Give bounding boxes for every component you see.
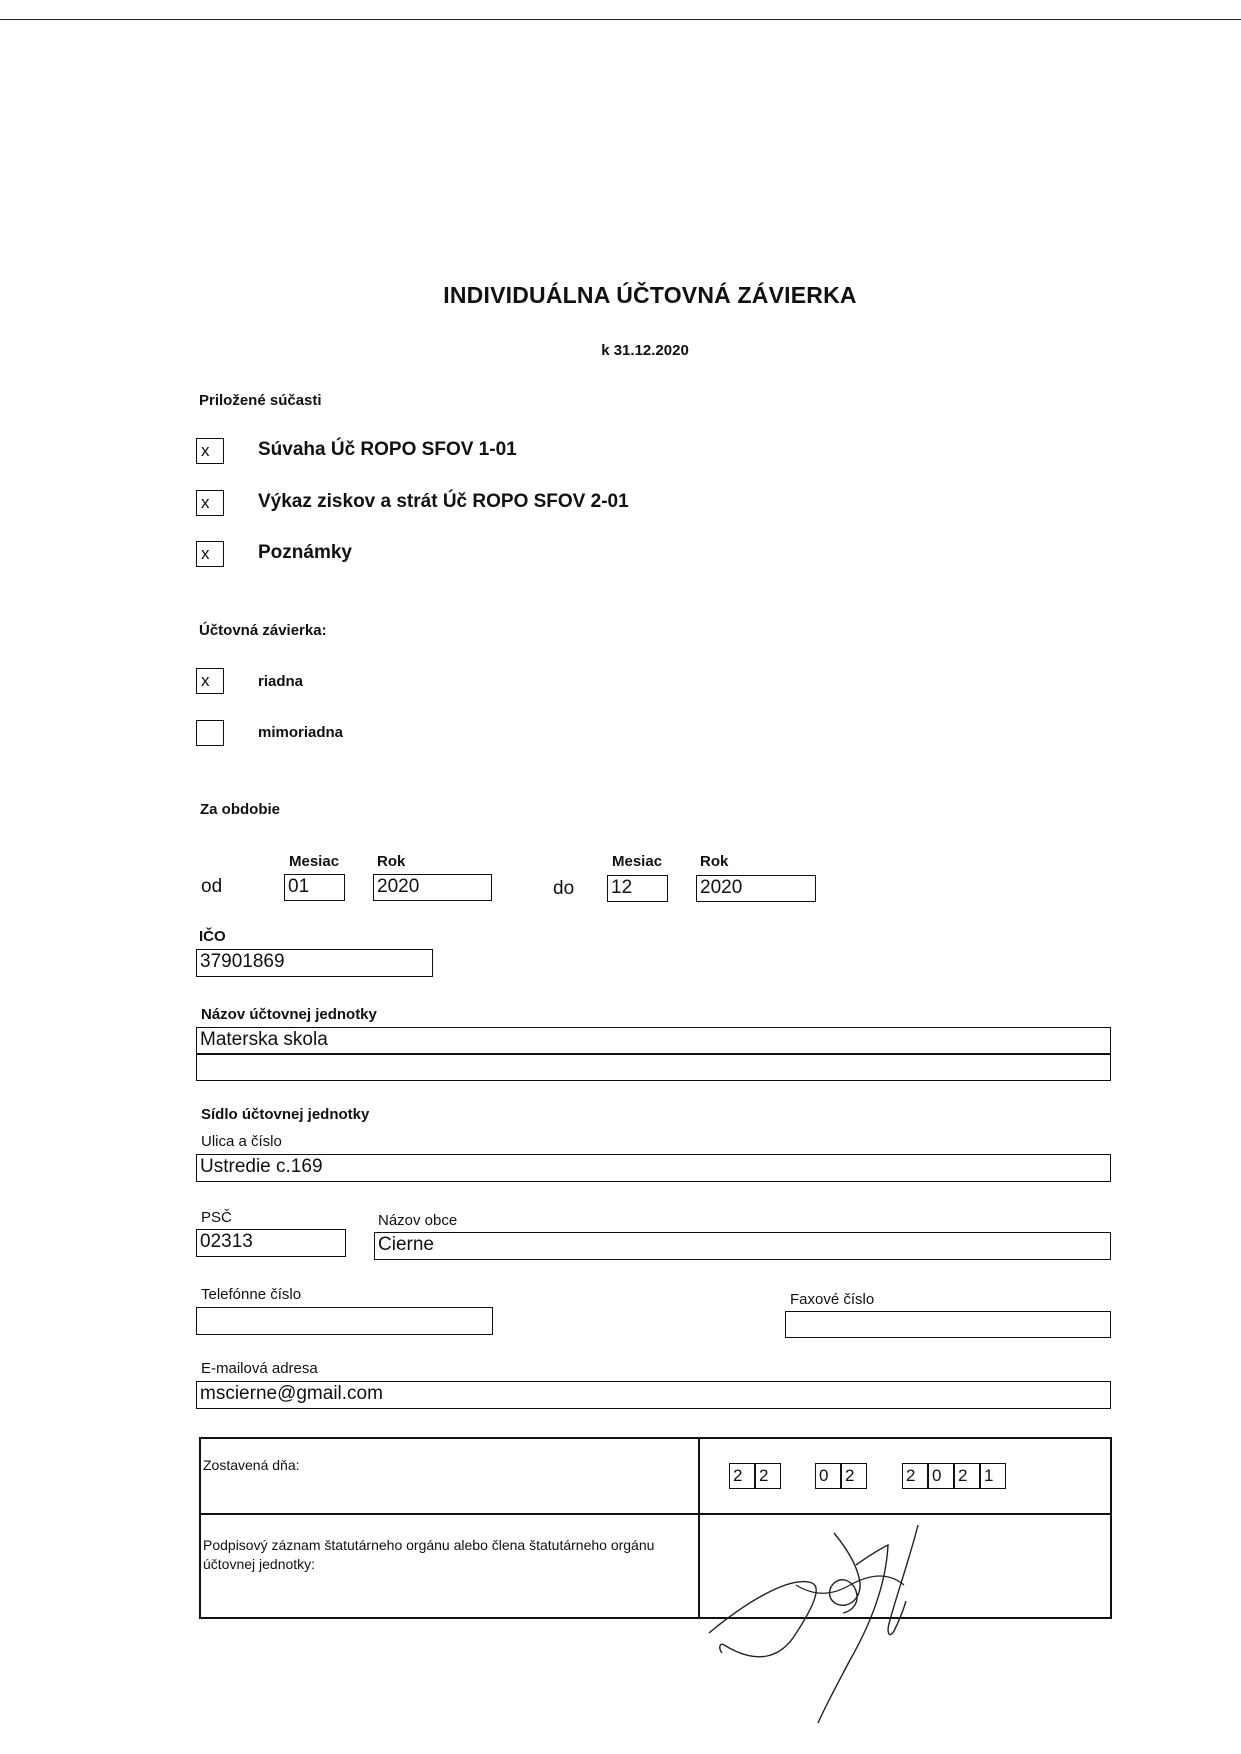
ico-field[interactable]: 37901869 — [196, 949, 433, 977]
table-left-border — [199, 1437, 201, 1619]
entity-name-line2[interactable] — [196, 1053, 1111, 1081]
ico-label: IČO — [199, 928, 226, 945]
to-month-field[interactable]: 12 — [607, 875, 668, 902]
compiled-year-digit-3[interactable]: 2 — [954, 1463, 980, 1489]
handwritten-signature — [700, 1515, 1100, 1740]
closing-type-heading: Účtovná závierka: — [199, 622, 327, 639]
from-year-field[interactable]: 2020 — [373, 874, 492, 901]
from-month-field[interactable]: 01 — [284, 874, 345, 901]
checkbox-suvaha-label: Súvaha Úč ROPO SFOV 1-01 — [258, 439, 517, 460]
to-label: do — [553, 878, 575, 899]
fax-field[interactable] — [785, 1311, 1111, 1338]
from-month-label: Mesiac — [289, 853, 340, 870]
compiled-day-digit-1[interactable]: 2 — [729, 1463, 755, 1489]
compiled-year-digit-4[interactable]: 1 — [980, 1463, 1006, 1489]
compiled-day-digit-2[interactable]: 2 — [755, 1463, 781, 1489]
compiled-month-digit-2[interactable]: 2 — [841, 1463, 867, 1489]
compiled-year-digit-2[interactable]: 0 — [928, 1463, 954, 1489]
phone-field[interactable] — [196, 1307, 493, 1335]
checkbox-riadna[interactable]: x — [196, 668, 224, 694]
entity-name-line1[interactable]: Materska skola — [196, 1027, 1111, 1055]
checkbox-riadna-label: riadna — [258, 673, 304, 690]
psc-label: PSČ — [201, 1209, 232, 1226]
table-top-border — [199, 1437, 1112, 1439]
phone-label: Telefónne číslo — [201, 1286, 302, 1303]
checkbox-mimoriadna[interactable] — [196, 720, 224, 746]
email-label: E-mailová adresa — [201, 1360, 318, 1377]
compiled-date-label: Zostavená dňa: — [203, 1457, 300, 1473]
period-heading: Za obdobie — [200, 801, 280, 818]
psc-field[interactable]: 02313 — [196, 1229, 346, 1257]
address-heading: Sídlo účtovnej jednotky — [201, 1106, 370, 1123]
street-label: Ulica a číslo — [201, 1133, 282, 1150]
street-field[interactable]: Ustredie c.169 — [196, 1154, 1111, 1182]
compiled-year-digit-1[interactable]: 2 — [902, 1463, 928, 1489]
to-month-label: Mesiac — [612, 853, 663, 870]
city-field[interactable]: Cierne — [374, 1232, 1111, 1260]
email-field[interactable]: mscierne@gmail.com — [196, 1381, 1111, 1409]
checkbox-vykaz-label: Výkaz ziskov a strát Úč ROPO SFOV 2-01 — [258, 491, 629, 512]
fax-label: Faxové číslo — [790, 1291, 875, 1308]
checkbox-vykaz[interactable]: x — [196, 490, 224, 516]
checkbox-mimoriadna-label: mimoriadna — [258, 724, 344, 741]
page-top-border — [0, 19, 1241, 20]
checkbox-suvaha[interactable]: x — [196, 438, 224, 464]
entity-name-label: Názov účtovnej jednotky — [201, 1006, 377, 1023]
to-year-field[interactable]: 2020 — [696, 875, 816, 902]
attached-parts-heading: Priložené súčasti — [199, 392, 322, 409]
from-year-label: Rok — [377, 853, 406, 870]
table-right-border — [1110, 1437, 1112, 1619]
to-year-label: Rok — [700, 853, 729, 870]
document-title: INDIVIDUÁLNA ÚČTOVNÁ ZÁVIERKA — [443, 282, 857, 308]
city-label: Názov obce — [378, 1212, 458, 1229]
closing-date: k 31.12.2020 — [601, 342, 689, 359]
checkbox-poznamky[interactable]: x — [196, 541, 224, 567]
signature-label: Podpisový záznam štatutárneho orgánu alebo člena štatutárneho orgánu účtovnej jednotky: — [203, 1537, 655, 1572]
checkbox-poznamky-label: Poznámky — [258, 542, 352, 563]
compiled-month-digit-1[interactable]: 0 — [815, 1463, 841, 1489]
from-label: od — [201, 876, 223, 897]
